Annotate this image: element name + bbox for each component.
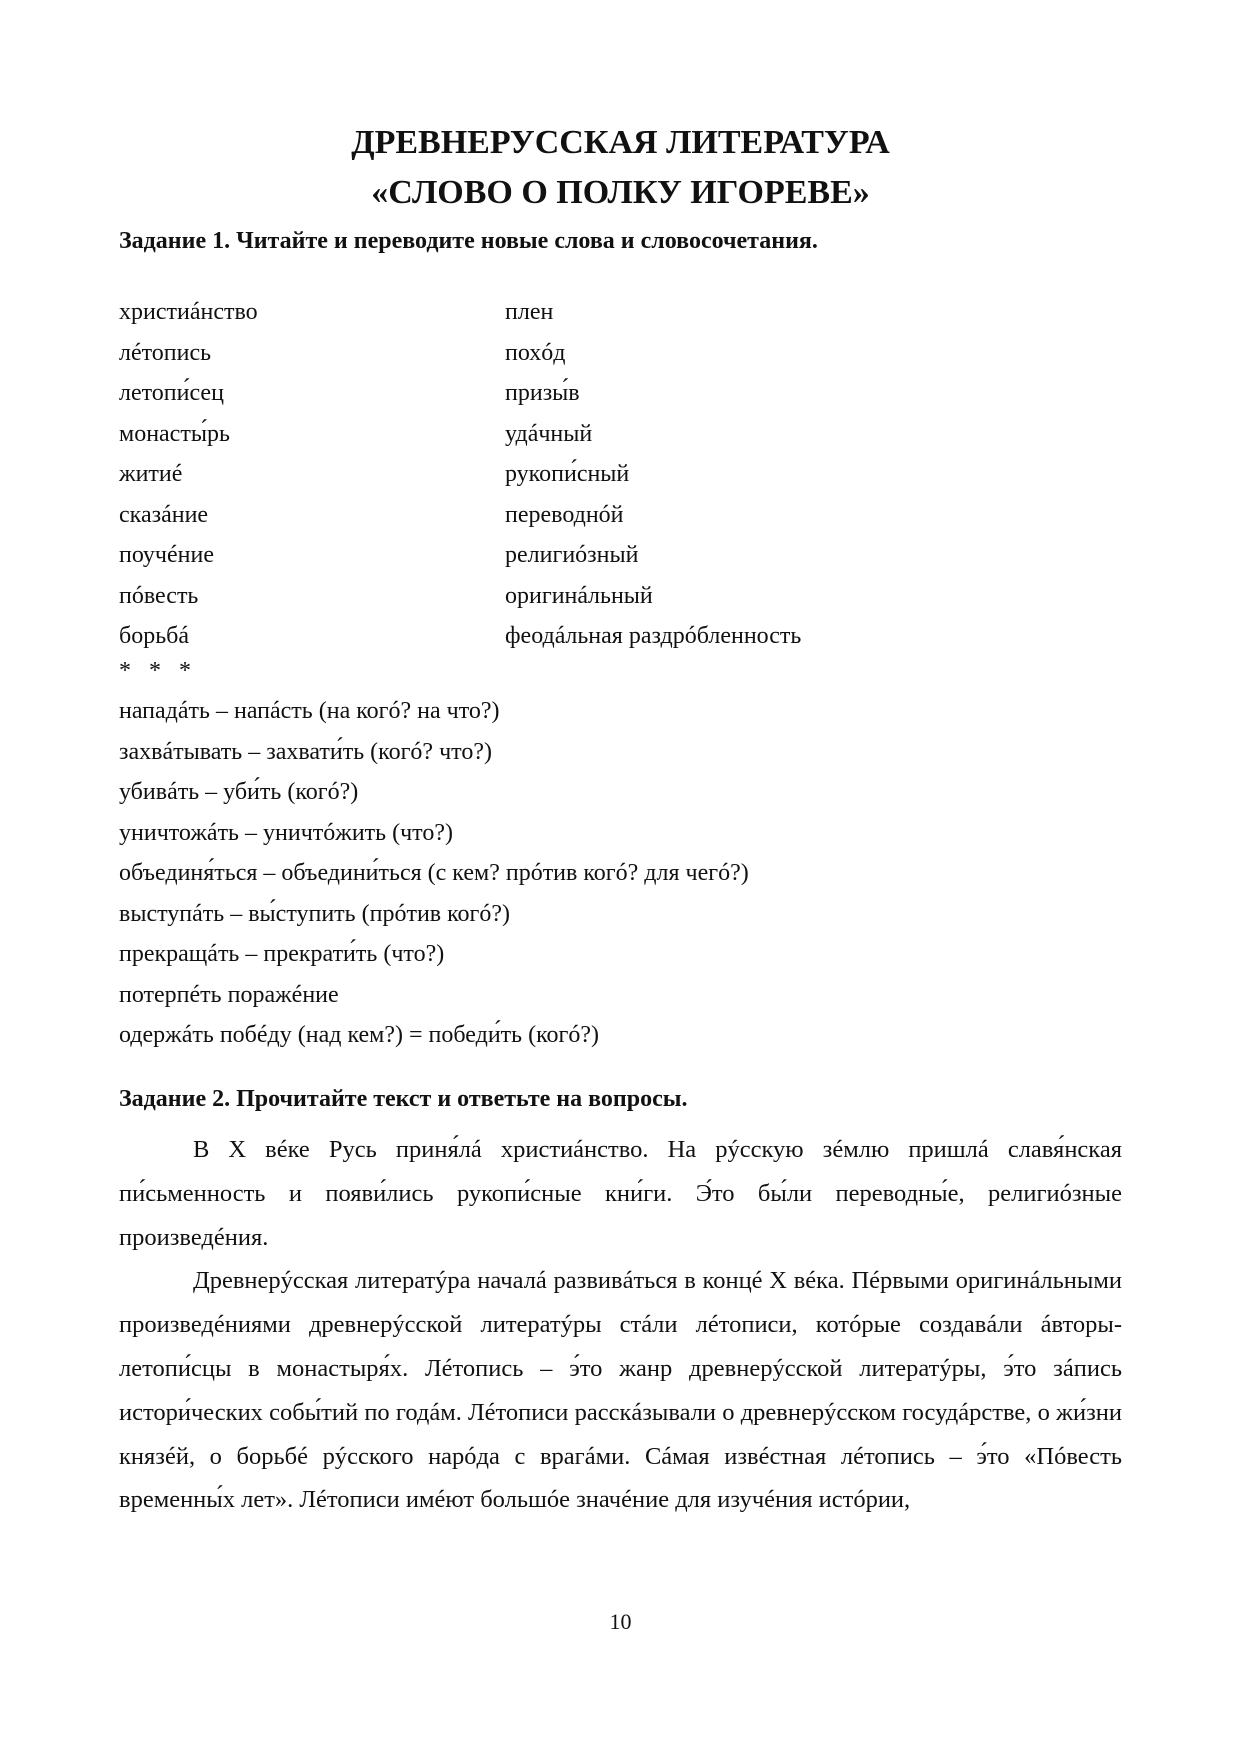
asterisk-separator: * * *	[119, 658, 191, 684]
vocabulary-list	[119, 292, 1119, 657]
vocab-term: житиé	[119, 461, 183, 487]
task2-heading: Задание 2. Прочитайте текст и ответьте на вопросы.	[119, 1086, 688, 1112]
vocab-term: оригинáльный	[505, 582, 653, 609]
vocab-term: монасты́рь	[119, 420, 230, 447]
vocab-term: борьбá	[119, 623, 190, 649]
verb-pair: уничтожáть – уничтóжить (что?)	[119, 819, 453, 846]
vocab-term: лéтопись	[119, 339, 212, 366]
verb-pair: выступáть – вы́ступить (прóтив когó?)	[119, 900, 511, 927]
vocab-term: призы́в	[505, 380, 580, 406]
vocab-term: летопи́сец	[119, 380, 224, 406]
vocab-term: удáчный	[505, 420, 593, 447]
task1-heading: Задание 1. Читайте и переводите новые слова и словосочетания.	[119, 228, 818, 254]
verb-pairs-list	[119, 691, 749, 1056]
page-title	[0, 118, 1241, 218]
reading-text	[119, 1128, 1122, 1522]
verb-pair: прекращáть – прекрати́ть (что?)	[119, 941, 445, 967]
vocab-term: поучéние	[119, 542, 214, 568]
vocab-term: пóвесть	[119, 582, 199, 609]
verb-pair: одержáть побéду (над кем?) = победи́ть (когó?)	[119, 1022, 600, 1048]
title-line-1: ДРЕВНЕРУССКАЯ ЛИТЕРАТУРА	[351, 124, 890, 161]
vocab-term: сказáние	[119, 501, 209, 528]
verb-pair: захвáтывать – захвати́ть (когó? что?)	[119, 738, 492, 765]
vocab-term: переводнóй	[505, 501, 624, 528]
vocab-term: рукопи́сный	[505, 461, 630, 487]
verb-pair: потерпéть поражéние	[119, 981, 339, 1008]
vocab-term: феодáльная раздрóбленность	[505, 623, 802, 649]
vocab-term: плен	[505, 299, 554, 325]
vocab-term: похóд	[505, 339, 566, 366]
verb-pair: убивáть – уби́ть (когó?)	[119, 779, 359, 805]
verb-pair: объединя́ться – объедини́ться (с кем? прóтив когó? для чегó?)	[119, 860, 749, 886]
vocab-term: христиáнство	[119, 299, 258, 325]
verb-pair: нападáть – напáсть (на когó? на что?)	[119, 698, 500, 724]
vocab-term: религиóзный	[505, 542, 639, 568]
paragraph: В X вéке Русь приня́лá христиáнство. На рýсскую зéмлю пришлá славя́нская пи́сьменность и появи́лись рукопи́сные кни́ги. Э́то бы́ли переводны́е, религиóзные произведéния.	[119, 1136, 1122, 1251]
title-line-2: «СЛОВО О ПОЛКУ ИГОРЕВЕ»	[371, 174, 870, 211]
page-number: 10	[609, 1609, 632, 1634]
paragraph: Древнерýсская литератýра началá развивáться в концé X вéка. Пéрвыми оригинáльными произведéниями древнерýсской литератýры стáли лéтописи, котóрые создавáли áвторы-летопи́сцы в монастыря́х. Лéтопись – э́то жанр древнерýсской литератýры, э́то зáпись истори́ческих собы́тий по годáм. Лéтописи расскáзывали о древнерýсском госудáрстве, о жи́зни князéй, о борьбé рýсского нарóда с врагáми. Сáмая извéстная лéтопись – э́то «Пóвесть временны́х лет». Лéтописи имéют большóе значéние для изучéния истóрии,	[119, 1267, 1122, 1514]
